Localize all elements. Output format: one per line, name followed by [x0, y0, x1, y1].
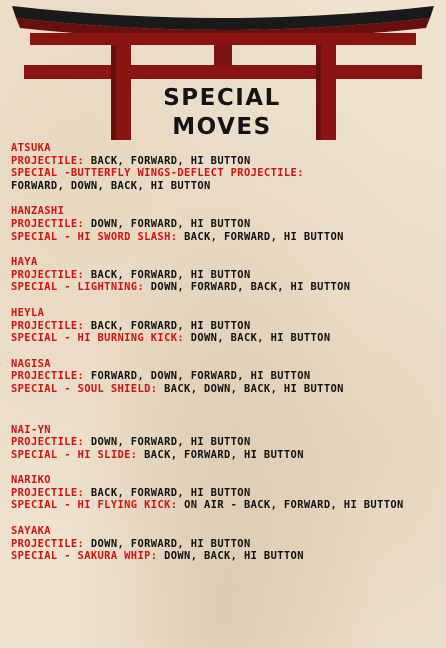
move-input: DOWN, BACK, HI BUTTON	[190, 332, 331, 345]
move-input: DOWN, BACK, HI BUTTON	[164, 550, 304, 563]
move-input: DOWN, FORWARD, BACK, HI BUTTON	[150, 281, 351, 294]
move-label: PROJECTILE:	[11, 436, 85, 449]
move-input: BACK, FORWARD, HI BUTTON	[90, 154, 251, 167]
projectile-move	[11, 218, 441, 231]
character-sayaka	[11, 525, 441, 563]
special-move	[11, 332, 441, 345]
character-atsuka	[11, 142, 441, 192]
move-input: DOWN, FORWARD, HI BUTTON	[90, 537, 251, 550]
page-title-line2: MOVES	[172, 114, 272, 140]
move-label: PROJECTILE:	[11, 268, 85, 281]
move-label: SPECIAL - HI SLIDE:	[11, 448, 138, 461]
move-label: PROJECTILE:	[11, 486, 85, 499]
move-label: SPECIAL - LIGHTNING:	[11, 281, 145, 294]
character-name: ATSUKA	[11, 142, 51, 154]
character-name: NARIKO	[11, 474, 51, 487]
move-input: BACK, FORWARD, HI BUTTON	[90, 319, 251, 332]
move-input: DOWN, FORWARD, HI BUTTON	[90, 436, 251, 449]
move-input: DOWN, FORWARD, HI BUTTON	[90, 217, 251, 230]
move-label: PROJECTILE:	[11, 537, 85, 550]
move-label: PROJECTILE:	[11, 154, 85, 167]
projectile-move	[11, 370, 441, 383]
character-hanzashi	[11, 205, 441, 243]
torii-upper-beam	[30, 33, 416, 45]
move-input: FORWARD, DOWN, FORWARD, HI BUTTON	[90, 370, 311, 383]
special-move	[11, 550, 441, 563]
character-name: HEYLA	[11, 306, 45, 319]
special-move-input: FORWARD, DOWN, BACK, HI BUTTON	[11, 179, 211, 192]
move-label: PROJECTILE:	[11, 319, 85, 332]
special-move	[11, 499, 441, 512]
move-input: BACK, DOWN, BACK, HI BUTTON	[164, 382, 344, 395]
character-name: NAGISA	[11, 357, 51, 370]
character-name: SAYAKA	[11, 525, 51, 538]
character-name: HANZASHI	[11, 205, 65, 218]
move-input: ON AIR - BACK, FORWARD, HI BUTTON	[184, 499, 404, 512]
move-label: SPECIAL - SAKURA WHIP:	[11, 550, 158, 563]
special-move-label: SPECIAL -BUTTERFLY WINGS-DEFLECT PROJECTILE:	[11, 167, 304, 180]
torii-center-strut	[214, 45, 232, 67]
move-label: PROJECTILE:	[11, 217, 85, 230]
character-nagisa	[11, 358, 441, 396]
projectile-move	[11, 269, 441, 282]
projectile-move	[11, 487, 441, 500]
character-haya	[11, 256, 441, 294]
special-move	[11, 231, 441, 244]
moves-list	[11, 142, 441, 576]
move-label: PROJECTILE:	[11, 370, 85, 383]
torii-lower-beam	[24, 65, 422, 79]
character-name: NAI-YN	[11, 423, 51, 436]
character-heyla	[11, 307, 441, 345]
move-label: SPECIAL - HI FLYING KICK:	[11, 499, 178, 512]
character-nariko	[11, 474, 441, 512]
page-title-line1: SPECIAL	[163, 85, 281, 111]
projectile-move	[11, 320, 441, 333]
move-input: BACK, FORWARD, HI BUTTON	[90, 268, 251, 281]
move-label: SPECIAL - SOUL SHIELD:	[11, 382, 158, 395]
character-nai-yn	[11, 424, 441, 462]
move-label: SPECIAL - HI SWORD SLASH:	[11, 230, 178, 243]
special-move	[11, 383, 441, 396]
projectile-move	[11, 155, 441, 168]
projectile-move	[11, 436, 441, 449]
move-input: BACK, FORWARD, HI BUTTON	[184, 230, 344, 243]
move-input: BACK, FORWARD, HI BUTTON	[144, 448, 304, 461]
move-input: BACK, FORWARD, HI BUTTON	[90, 486, 251, 499]
character-name: HAYA	[11, 256, 38, 269]
special-move	[11, 449, 441, 462]
move-label: SPECIAL - HI BURNING KICK:	[11, 332, 185, 345]
special-move	[11, 281, 441, 294]
projectile-move	[11, 538, 441, 551]
